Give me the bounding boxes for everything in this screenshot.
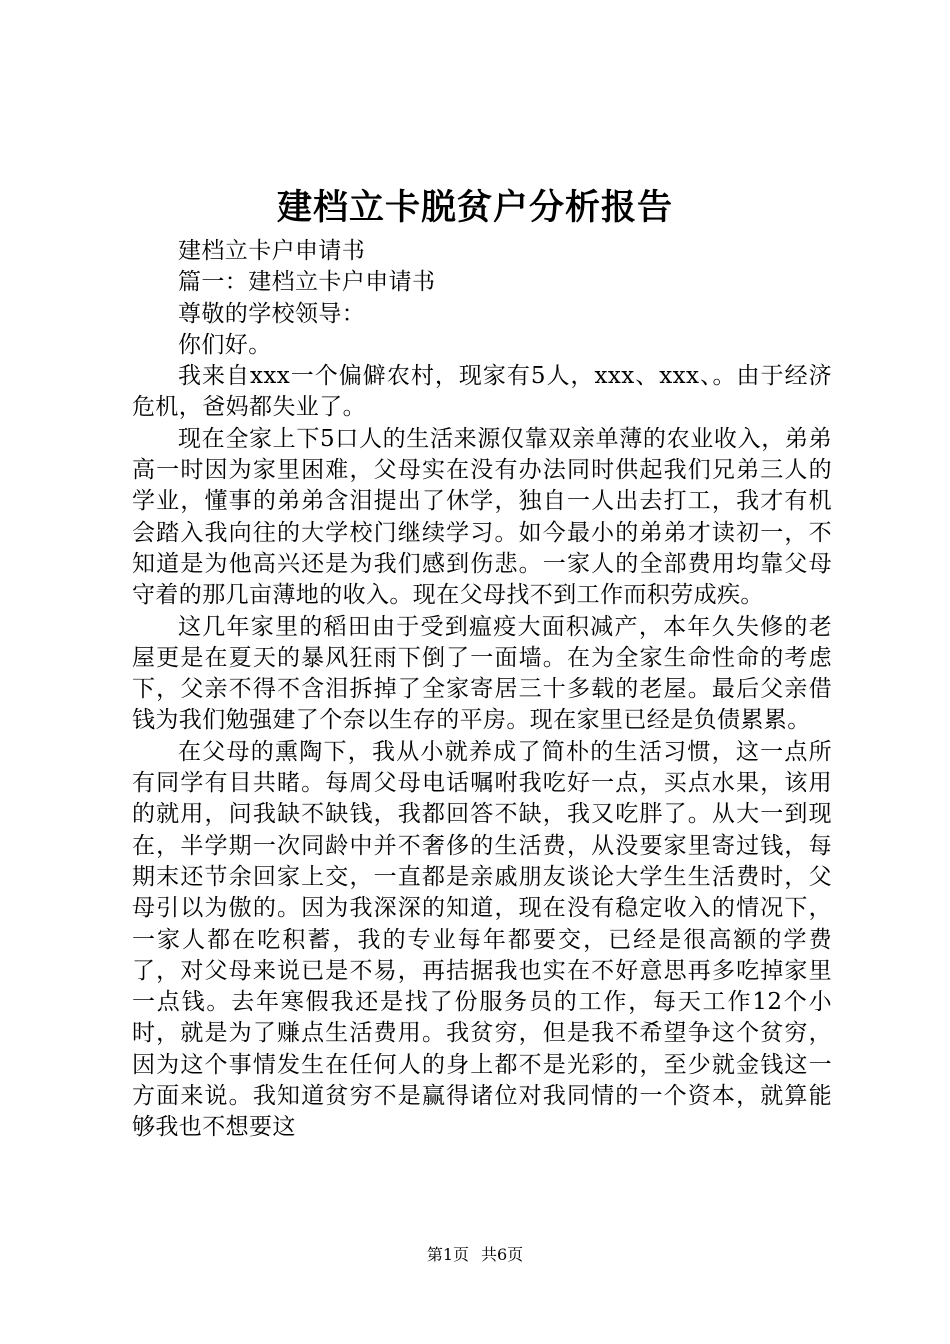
paragraph: 现在全家上下5口人的生活来源仅靠双亲单薄的农业收入，弟弟高一时因为家里困难，父母实在没有办法同时供起我们兄弟三人的学业，懂事的弟弟含泪提出了休学，独自一人出去打工，我才有机会踏入我向往的大学校门继续学习。如今最小的弟弟才读初一，不知道是为他高兴还是为我们感到伤悲。一家人的全部费用均靠父母守着的那几亩薄地的收入。现在父母找不到工作而积劳成疾。: [132, 425, 832, 609]
paragraph: 这几年家里的稻田由于受到瘟疫大面积减产，本年久失修的老屋更是在夏天的暴风狂雨下倒了一面墙。在为全家生命性命的考虑下，父亲不得不含泪拆掉了全家寄居三十多载的老屋。最后父亲借钱为我们勉强建了个奈以生存的平房。现在家里已经是负债累累。: [132, 613, 832, 734]
document-body: [132, 236, 832, 1144]
document-title: 建档立卡脱贫户分析报告: [276, 187, 673, 228]
paragraph-salutation: 尊敬的学校领导：: [178, 300, 366, 327]
paragraph-heading: 建档立卡户申请书: [178, 238, 366, 264]
page-number: 第1页: [426, 1245, 469, 1264]
page-total: 共6页: [481, 1245, 524, 1264]
paragraph: 在父母的熏陶下，我从小就养成了简朴的生活习惯，这一点所有同学有目共睹。每周父母电话嘱咐我吃好一点，买点水果，该用的就用，问我缺不缺钱，我都回答不缺，我又吃胖了。从大一到现在，半学期一次同龄中并不奢侈的生活费，从没要家里寄过钱，每期末还节余回家上交，一直都是亲戚朋友谈论大学生生活费时，父母引以为傲的。因为我深深的知道，现在没有稳定收入的情况下，一家人都在吃积蓄，我的专业每年都要交，已经是很高额的学费了，对父母来说已是不易，再拮据我也实在不好意思再多吃掉家里一点钱。去年寒假我还是找了份服务员的工作，每天工作12个小时，就是为了赚点生活费用。我贫穷，但是我不希望争这个贫穷，因为这个事情发生在任何人的身上都不是光彩的，至少就金钱这一方面来说。我知道贫穷不是赢得诸位对我同情的一个资本，就算能够我也不想要这: [132, 738, 832, 1141]
page-footer: [0, 1244, 950, 1266]
paragraph: 我来自xxx一个偏僻农村，现家有5人，xxx、xxx、。由于经济危机，爸妈都失业了。: [132, 363, 832, 421]
paragraph-subheading: 篇一：建档立卡户申请书: [178, 269, 436, 296]
paragraph-greeting: 你们好。: [178, 331, 272, 358]
